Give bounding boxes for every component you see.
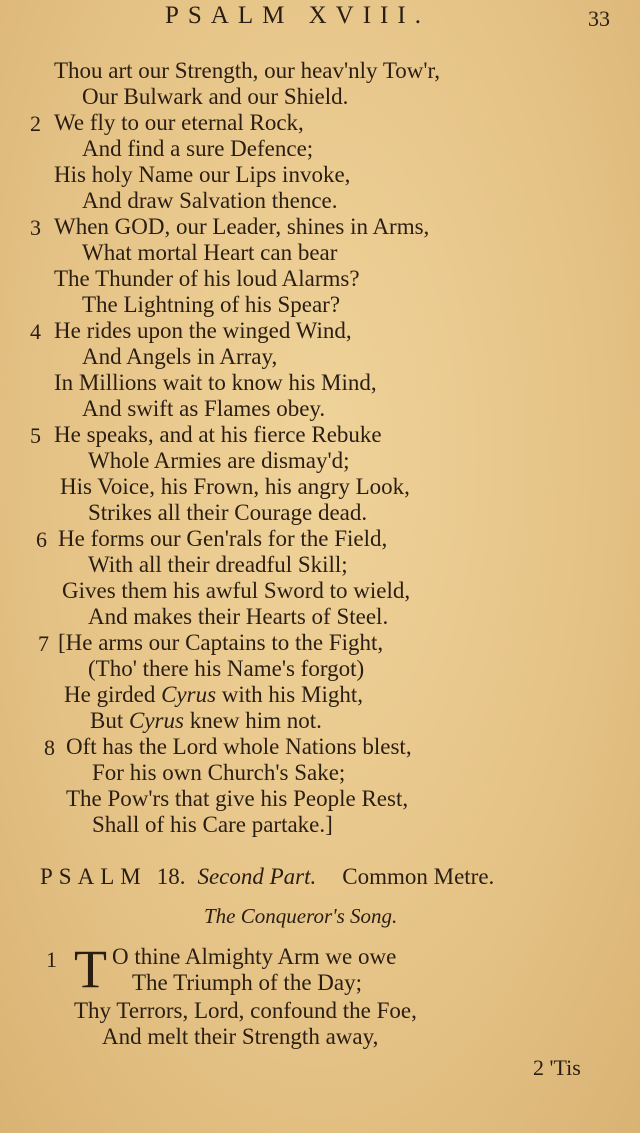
stanza-number: 1 (46, 947, 57, 972)
heading-metre: Common Metre. (342, 864, 495, 889)
verse-line: But Cyrus knew him not. (90, 708, 322, 733)
heading-part: Second Part. (197, 864, 317, 889)
verse-line: Oft has the Lord whole Nations blest, (66, 734, 412, 759)
drop-cap: T (74, 939, 107, 999)
page-header (0, 2, 640, 32)
running-title: PSALM XVIII. (165, 2, 430, 29)
italic-name: Cyrus (128, 708, 184, 733)
verse-line: In Millions wait to know his Mind, (54, 370, 377, 395)
verse-line: With all their dreadful Skill; (88, 552, 348, 577)
verse-line: The Triumph of the Day; (132, 970, 362, 995)
stanza-number: 5 (30, 423, 41, 448)
verse-line: [He arms our Captains to the Fight, (58, 630, 384, 655)
verse-line: What mortal Heart can bear (82, 240, 338, 265)
verse-line: Gives them his awful Sword to wield, (62, 578, 411, 603)
verse-line: For his own Church's Sake; (92, 760, 346, 785)
verse-line: And swift as Flames obey. (82, 396, 326, 421)
section-heading (40, 864, 494, 890)
verse-line: And makes their Hearts of Steel. (88, 604, 389, 629)
verse-line: He speaks, and at his fierce Rebuke (54, 422, 382, 447)
stanza-number: 6 (36, 527, 47, 552)
stanza-number: 8 (44, 735, 55, 760)
verse-line: He rides upon the winged Wind, (54, 318, 352, 343)
verse-line: And draw Salvation thence. (82, 188, 338, 213)
section-subtitle: The Conqueror's Song. (204, 904, 398, 928)
verse-line: And Angels in Array, (82, 344, 278, 369)
verse-line: The Thunder of his loud Alarms? (54, 266, 360, 291)
verse-line: And melt their Strength away, (102, 1024, 379, 1049)
stanza-number: 4 (30, 319, 41, 344)
heading-psalm: PSALM (40, 864, 147, 889)
verse-line: He girded Cyrus with his Might, (64, 682, 363, 707)
page-number: 33 (588, 6, 610, 31)
verse-line: O thine Almighty Arm we owe (112, 944, 397, 969)
verse-line: His holy Name our Lips invoke, (54, 162, 351, 187)
verse-line: The Lightning of his Spear? (82, 292, 341, 317)
verse-line: (Tho' there his Name's forgot) (88, 656, 365, 681)
verse-line: Strikes all their Courage dead. (88, 500, 368, 525)
stanza-number: 7 (38, 631, 49, 656)
verse-line: The Pow'rs that give his People Rest, (66, 786, 409, 811)
verse-line: He forms our Gen'rals for the Field, (58, 526, 388, 551)
verse-line: His Voice, his Frown, his angry Look, (60, 474, 410, 499)
stanza-number: 2 (30, 111, 41, 136)
verse-line: Our Bulwark and our Shield. (82, 84, 349, 109)
verse-line: Whole Armies are dismay'd; (88, 448, 350, 473)
verse-line: Thy Terrors, Lord, confound the Foe, (74, 998, 417, 1023)
stanza-number: 3 (30, 215, 41, 240)
verse-line: Shall of his Care partake.] (92, 812, 333, 837)
italic-name: Cyrus (161, 682, 217, 707)
verse-line: When GOD, our Leader, shines in Arms, (54, 214, 430, 239)
verse-line: We fly to our eternal Rock, (54, 110, 304, 135)
verse-line: And find a sure Defence; (82, 136, 314, 161)
verse-line: Thou art our Strength, our heav'nly Tow'r, (54, 58, 441, 83)
heading-number: 18. (156, 864, 186, 889)
catchword: 2 'Tis (533, 1055, 581, 1080)
